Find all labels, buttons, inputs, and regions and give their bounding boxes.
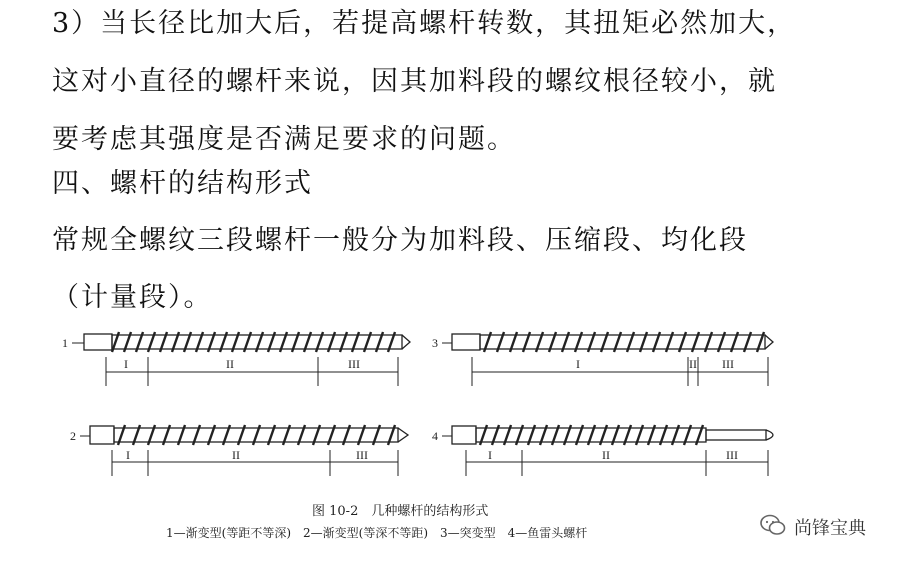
text-line-1: 3）当长径比加大后，若提高螺杆转数，其扭矩必然加大， (52, 8, 797, 39)
screw-1-section-3: III (348, 357, 360, 371)
screw-4-number: 4 (432, 429, 438, 443)
screw-1-section-1: I (124, 357, 128, 371)
screw-3-section-3: III (722, 357, 734, 371)
watermark (760, 514, 866, 540)
text-line-2: 这对小直径的螺杆来说，因其加料段的螺纹根径较小，就 (52, 66, 777, 97)
screw-4-section-1: I (488, 448, 492, 462)
screw-2-section-2: II (232, 448, 240, 462)
screw-2 (70, 425, 408, 476)
text-line-3: 要考虑其强度是否满足要求的问题。 (52, 124, 516, 155)
text-line-5: 常规全螺纹三段螺杆一般分为加料段、压缩段、均化段 (52, 225, 748, 256)
screw-1 (62, 332, 410, 386)
watermark-text: 尚锋宝典 (794, 518, 866, 539)
screw-2-number: 2 (70, 429, 76, 443)
screw-3-section-1: I (576, 357, 580, 371)
screw-4-section-3: III (726, 448, 738, 462)
figure-caption: 图 10-2 几种螺杆的结构形式 (312, 504, 489, 519)
screw-2-section-3: III (356, 448, 368, 462)
screw-4-section-2: II (602, 448, 610, 462)
screw-3-section-2: II (689, 357, 697, 371)
wechat-icon (760, 514, 786, 540)
figure-legend: 1—渐变型(等距不等深) 2—渐变型(等深不等距) 3—突变型 4—鱼雷头螺杆 (166, 526, 588, 540)
screw-3 (432, 332, 773, 386)
screw-4 (432, 425, 773, 476)
screw-1-number: 1 (62, 336, 68, 350)
text-line-6: （计量段）。 (52, 282, 213, 313)
screw-1-section-2: II (226, 357, 234, 371)
section-heading: 四、螺杆的结构形式 (52, 168, 313, 199)
screw-3-number: 3 (432, 336, 438, 350)
screw-2-section-1: I (126, 448, 130, 462)
